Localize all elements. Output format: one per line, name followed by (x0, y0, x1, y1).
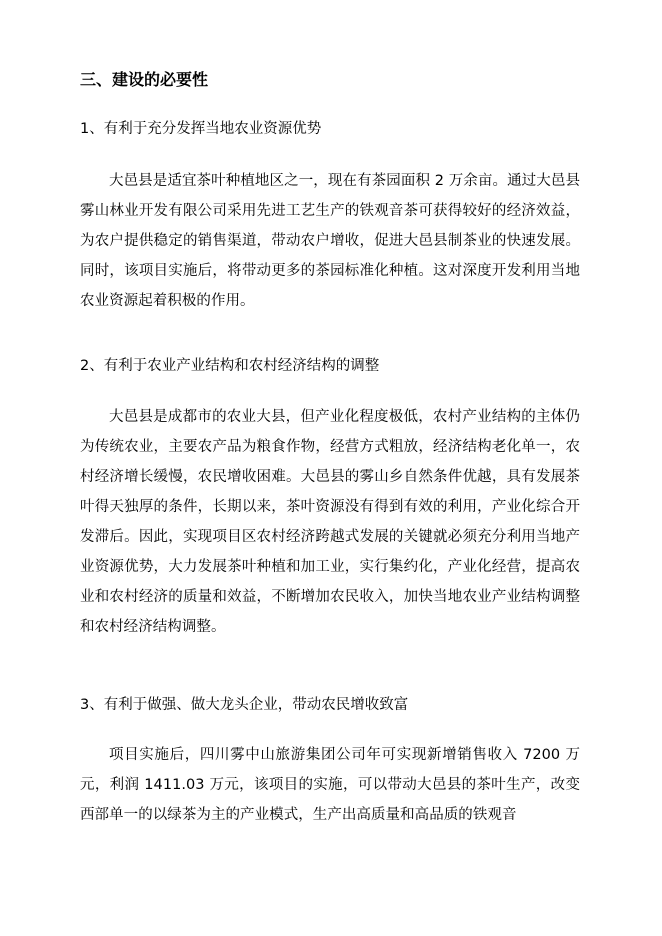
subsection-title-3: 3、有利于做强、做大龙头企业，带动农民增收致富 (80, 697, 409, 713)
paragraph-3: 项目实施后，四川雾中山旅游集团公司年可实现新增销售收入 7200 万元，利润 1411.03 万元，该项目的实施，可以带动大邑县的茶叶生产，改变西部单一的以绿茶为主的产业模式，生产出高质量和高品质的铁观音 (80, 747, 580, 823)
section-heading: 三、建设的必要性 (80, 70, 209, 89)
subsection-title-1: 1、有利于充分发挥当地农业资源优势 (80, 121, 322, 137)
paragraph-2: 大邑县是成都市的农业大县，但产业化程度极低，农村产业结构的主体仍为传统农业，主要农产品为粮食作物，经营方式粗放，经济结构老化单一，农村经济增长缓慢，农民增收困难。大邑县的雾山乡自然条件优越，具有发展茶叶得天独厚的条件，长期以来，茶叶资源没有得到有效的利用，产业化综合开发滞后。因此，实现项目区农村经济跨越式发展的关键就必须充分利用当地产业资源优势，大力发展茶叶种植和加工业，实行集约化，产业化经营，提高农业和农村经济的质量和效益，不断增加农民收入，加快当地农业产业结构调整和农村经济结构调整。 (80, 409, 580, 635)
subsection-title-2: 2、有利于农业产业结构和农村经济结构的调整 (80, 358, 380, 374)
paragraph-1: 大邑县是适宜茶叶种植地区之一，现在有茶园面积 2 万余亩。通过大邑县雾山林业开发有限公司采用先进工艺生产的铁观音茶可获得较好的经济效益，为农户提供稳定的销售渠道，带动农户增收，促进大邑县制茶业的快速发展。同时，该项目实施后，将带动更多的茶园标准化种植。这对深度开发利用当地农业资源起着积极的作用。 (80, 173, 580, 309)
